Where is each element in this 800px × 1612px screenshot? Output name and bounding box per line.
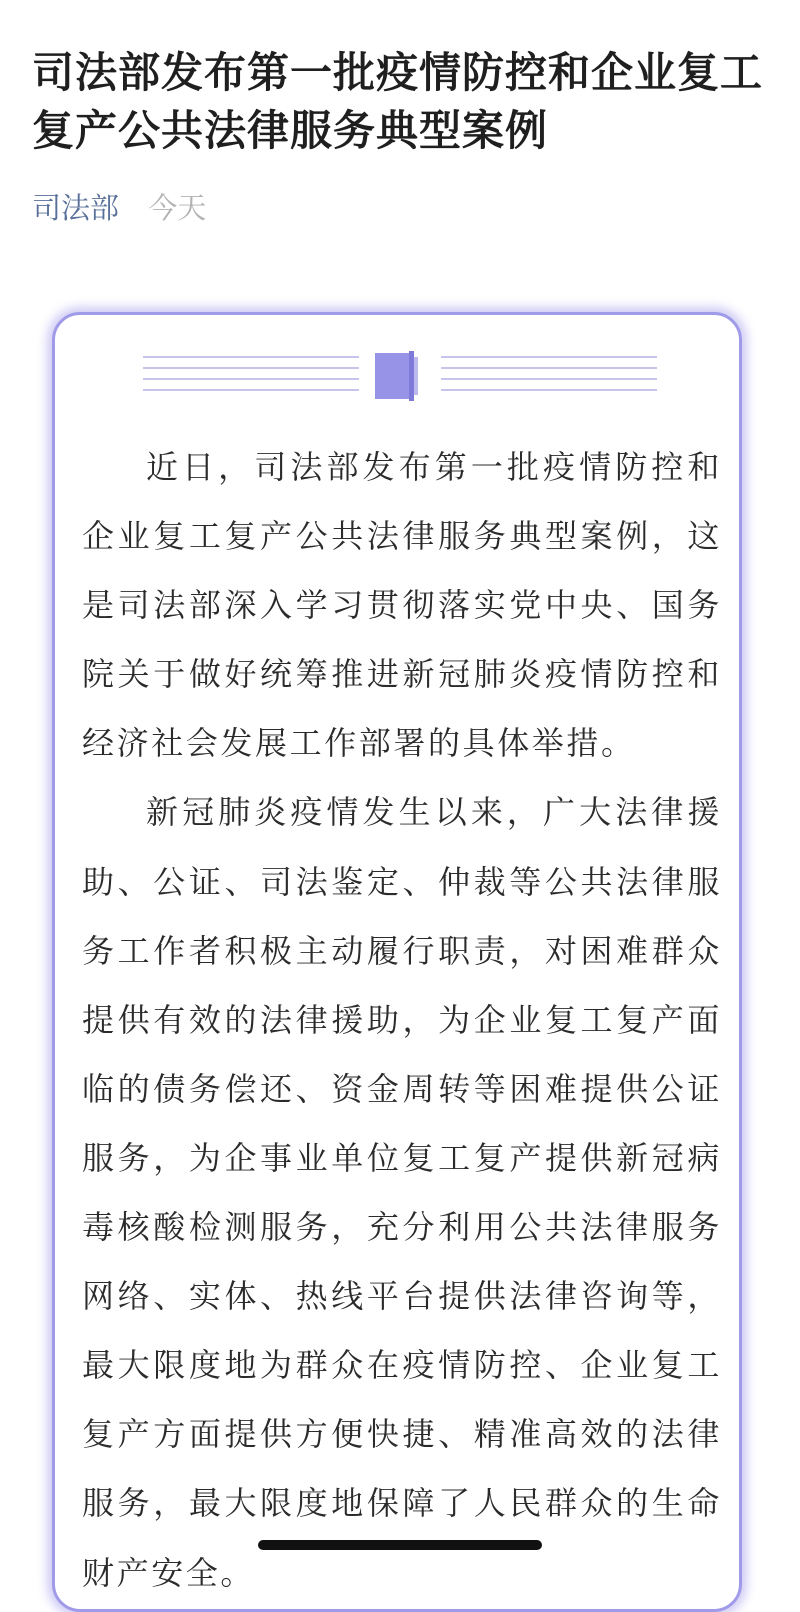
paragraph-2: 新冠肺炎疫情发生以来，广大法律援助、公证、司法鉴定、仲裁等公共法律服务工作者积极主动履行职责，对困难群众提供有效的法律援助，为企业复工复产面临的债务偿还、资金周转等困难提供公证服务，为企事业单位复工复产提供新冠病毒核酸检测服务，充分利用公共法律服务网络、实体、热线平台提供法律咨询等，最大限度地为群众在疫情防控、企业复工复产方面提供方便快捷、精准高效的法律服务，最大限度地保障了人民群众的生命财产安全。 bbox=[82, 793, 722, 1592]
book-divider-icon bbox=[135, 349, 665, 407]
article-title: 司法部发布第一批疫情防控和企业复工复产公共法律服务典型案例 bbox=[32, 48, 764, 155]
publish-date: 今天 bbox=[148, 191, 207, 225]
article-body bbox=[82, 433, 722, 1608]
article-meta bbox=[32, 188, 206, 228]
author-link[interactable]: 司法部 bbox=[32, 191, 120, 225]
paragraph-1: 近日，司法部发布第一批疫情防控和企业复工复产公共法律服务典型案例，这是司法部深入学习贯彻落实党中央、国务院关于做好统筹推进新冠肺炎疫情防控和经济社会发展工作部署的具体举措。 bbox=[82, 448, 722, 763]
home-indicator[interactable] bbox=[258, 1540, 542, 1550]
